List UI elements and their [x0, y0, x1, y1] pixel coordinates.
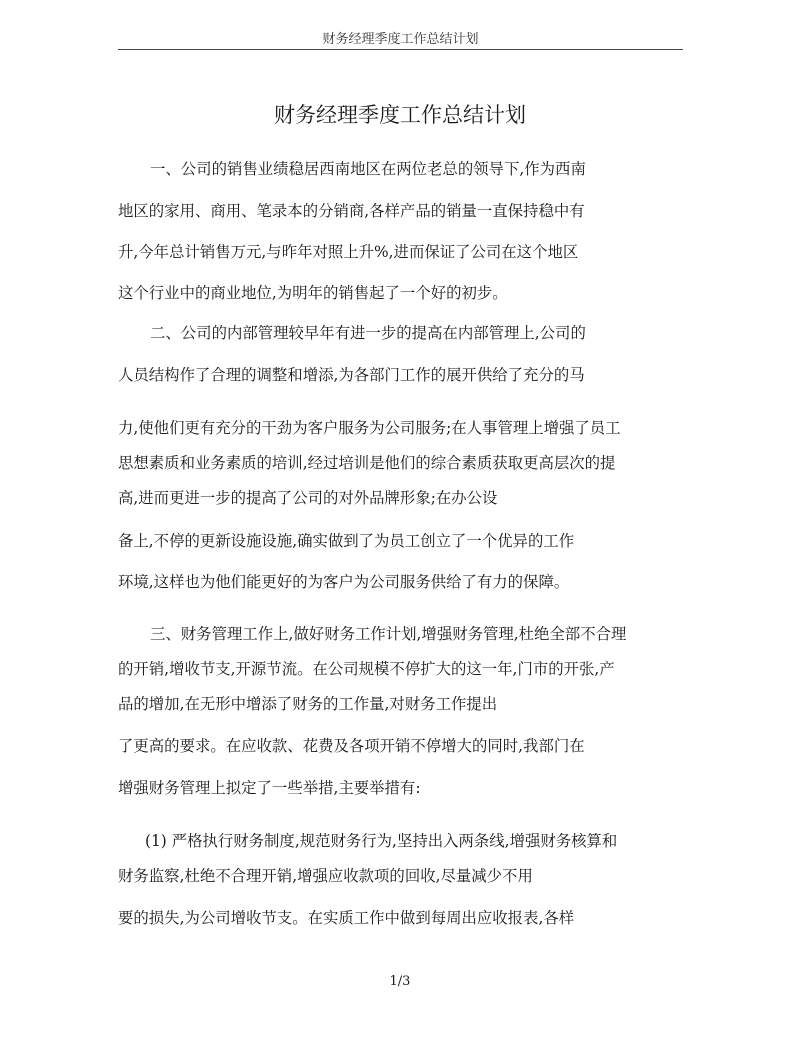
- text-line: 一、公司的销售业绩稳居西南地区在两位老总的领导下,作为西南: [150, 160, 586, 178]
- text-line: 思想素质和业务素质的培训,经过培训是他们的综合素质获取更高层次的提: [118, 454, 616, 472]
- text-line: 环境,这样也为他们能更好的为客户为公司服务供给了有力的保障。: [118, 573, 570, 591]
- text-line: 二、公司的内部管理较早年有进一步的提高在内部管理上,公司的: [150, 324, 586, 342]
- document-title: 财务经理季度工作总结计划: [274, 103, 526, 127]
- text-line: 了更高的要求。在应收款、花费及各项开销不停增大的同时,我部门在: [118, 737, 585, 755]
- text-line: 这个行业中的商业地位,为明年的销售起了一个好的初步。: [118, 284, 508, 302]
- text-line: 人员结构作了合理的调整和增添,为各部门工作的展开供给了充分的马: [118, 366, 585, 384]
- text-line: 地区的家用、商用、笔录本的分销商,各样产品的销量一直保持稳中有: [118, 202, 585, 220]
- text-line: 高,进而更进一步的提高了公司的对外品牌形象;在办公设: [118, 489, 498, 507]
- text-line: 品的增加,在无形中增添了财务的工作量,对财务工作提出: [118, 695, 498, 713]
- text-line: 三、财务管理工作上,做好财务工作计划,增强财务管理,杜绝全部不合理: [150, 625, 627, 643]
- text-line: 要的损失,为公司增收节支。在实质工作中做到每周出应收报表,各样: [118, 909, 575, 927]
- text-line: 备上,不停的更新设施设施,确实做到了为员工创立了一个优异的工作: [118, 532, 575, 550]
- text-line: 升,今年总计销售万元,与昨年对照上升%,进而保证了公司在这个地区: [118, 243, 579, 261]
- header-rule: [118, 49, 683, 50]
- text-line: 财务监察,杜绝不合理开销,增强应收款项的回收,尽量减少不用: [118, 867, 533, 885]
- text-line: 增强财务管理上拟定了一些举措,主要举措有:: [118, 779, 421, 797]
- text-line: 的开销,增收节支,开源节流。在公司规模不停扩大的这一年,门市的开张,产: [118, 660, 615, 678]
- text-line: 力,使他们更有充分的干劲为客户服务为公司服务;在人事管理上增强了员工: [118, 419, 621, 437]
- running-header: 财务经理季度工作总结计划: [322, 32, 479, 47]
- page-number: 1/3: [389, 974, 411, 989]
- text-line: (1) 严格执行财务制度,规范财务行为,坚持出入两条线,增强财务核算和: [145, 832, 618, 850]
